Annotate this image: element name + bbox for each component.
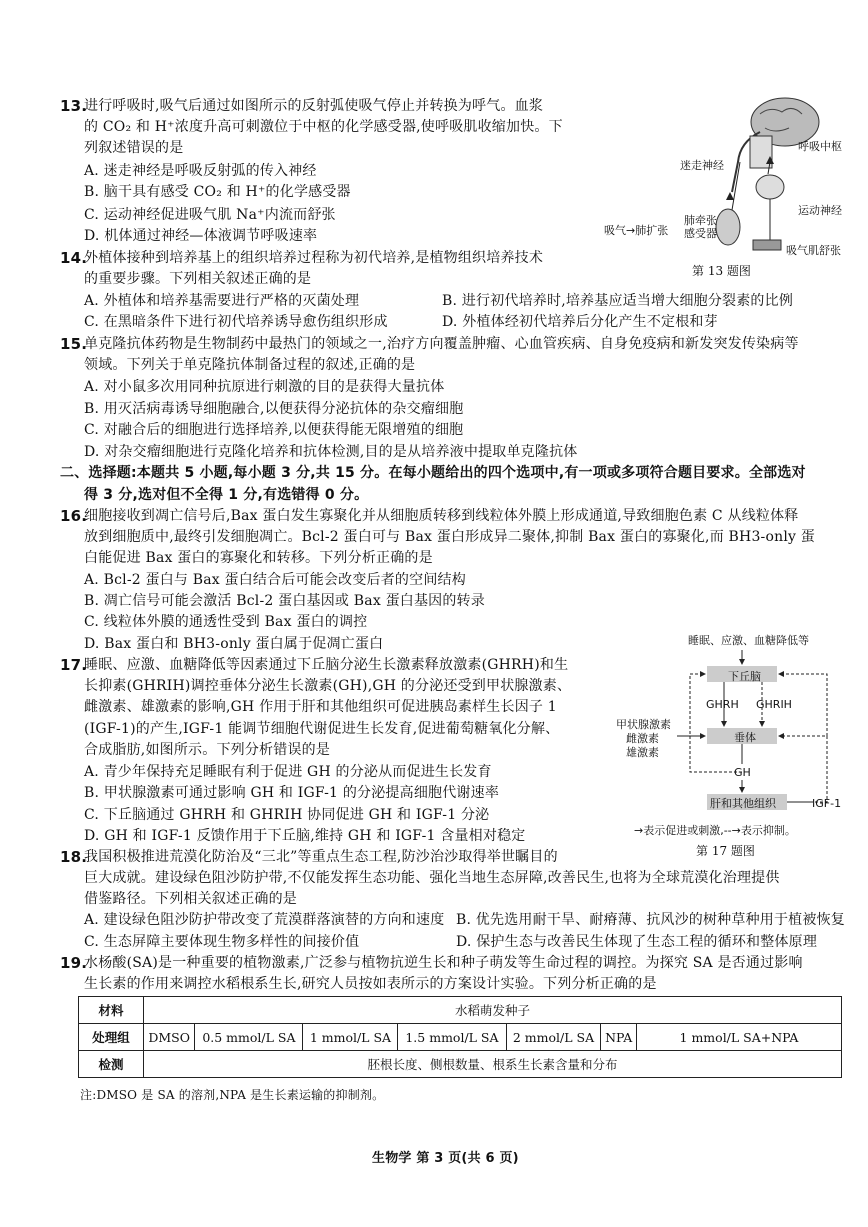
q16-number: 16. <box>60 507 88 525</box>
q13-label-receptor: 肺牵张感受器 <box>684 214 717 240</box>
q17-fig-pituitary: 垂体 <box>734 731 756 744</box>
page-footer: 生物学 第 3 页(共 6 页) <box>372 1151 519 1166</box>
q13-label-vagus: 迷走神经 <box>680 159 724 172</box>
q18-number: 18. <box>60 848 88 866</box>
q17-option-c: C. 下丘脑通过 GHRH 和 GHRIH 协同促进 GH 和 IGF-1 分泌 <box>84 807 490 823</box>
q13-label-motor: 运动神经 <box>798 204 842 217</box>
q17-fig-hypothalamus: 下丘脑 <box>728 670 761 683</box>
q17-option-b: B. 甲状腺激素可通过影响 GH 和 IGF-1 的分泌提高细胞代谢速率 <box>84 785 500 801</box>
q19-stem-line2: 生长素的作用来调控水稻根系生长,研究人员按如表所示的方案设计实验。下列分析正确的是 <box>84 976 657 992</box>
q13-option-a: A. 迷走神经是呼吸反射弧的传入神经 <box>84 163 317 179</box>
q13-stem-line1: 进行呼吸时,吸气后通过如图所示的反射弧使吸气停止并转换为呼气。血浆 <box>84 98 544 114</box>
q17-fig-igf: IGF-1 <box>812 797 842 810</box>
table-cell-detect-head: 检测 <box>79 1051 144 1078</box>
q16-stem-line1: 细胞接收到凋亡信号后,Bax 蛋白发生寡聚化并从细胞质转移到线粒体外膜上形成通道,导致细胞色素 C 从线粒体释 <box>84 508 799 524</box>
q17-option-d: D. GH 和 IGF-1 反馈作用于下丘脑,维持 GH 和 IGF-1 含量相对稳定 <box>84 828 526 844</box>
q16-option-d: D. Bax 蛋白和 BH3-only 蛋白属于促凋亡蛋白 <box>84 636 384 652</box>
q17-fig-liver: 肝和其他组织 <box>710 797 776 810</box>
q14-option-b: B. 进行初代培养时,培养基应适当增大细胞分裂素的比例 <box>442 293 794 309</box>
q17-fig-thyroid: 甲状腺激素 <box>616 718 671 731</box>
q14-number: 14. <box>60 249 88 267</box>
q17-fig-androgen: 雄激素 <box>626 746 659 759</box>
q17-stem-line2: 长抑素(GHRIH)调控垂体分泌生长激素(GH),GH 的分泌还受到甲状腺激素、 <box>84 678 572 694</box>
table-cell-group: NPA <box>601 1024 637 1051</box>
q15-stem-line2: 领域。下列关于单克隆抗体制备过程的叙述,正确的是 <box>84 357 416 373</box>
q18-stem-line1: 我国积极推进荒漠化防治及“三北”等重点生态工程,防沙治沙取得举世瞩目的 <box>84 849 558 865</box>
q16-option-a: A. Bcl-2 蛋白与 Bax 蛋白结合后可能会改变后者的空间结构 <box>84 572 466 588</box>
q15-stem-line1: 单克隆抗体药物是生物制药中最热门的领域之一,治疗方向覆盖肿瘤、心血管疾病、自身免疫病和新发突发传染病等 <box>84 336 799 352</box>
q18-option-d: D. 保护生态与改善民生体现了生态工程的循环和整体原理 <box>456 934 818 950</box>
q15-option-b: B. 用灭活病毒诱导细胞融合,以便获得分泌抗体的杂交瘤细胞 <box>84 401 464 417</box>
table-cell-detect-value: 胚根长度、侧根数量、根系生长素含量和分布 <box>144 1051 842 1078</box>
table-row <box>79 1024 842 1051</box>
q13-figure-caption: 第 13 题图 <box>692 264 751 278</box>
section2-heading-line2: 得 3 分,选对但不全得 1 分,有选错得 0 分。 <box>84 487 369 503</box>
q14-option-a: A. 外植体和培养基需要进行严格的灭菌处理 <box>84 293 360 309</box>
q15-option-d: D. 对杂交瘤细胞进行克隆化培养和抗体检测,目的是从培养液中提取单克隆抗体 <box>84 444 578 460</box>
q16-stem-line3: 白能促进 Bax 蛋白的寡聚化和转移。下列分析正确的是 <box>84 550 433 566</box>
table-row <box>79 997 842 1024</box>
q18-option-b: B. 优先选用耐干旱、耐瘠薄、抗风沙的树种草种用于植被恢复 <box>456 912 845 928</box>
q18-stem-line2: 巨大成就。建设绿色阻沙防护带,不仅能发挥生态功能、强化当地生态屏障,改善民生,也将为全球荒漠化治理提供 <box>84 870 780 886</box>
q17-fig-ghrh: GHRH <box>706 698 739 711</box>
table-cell-group: 1 mmol/L SA+NPA <box>637 1024 842 1051</box>
q17-fig-top-factors: 睡眠、应激、血糖降低等 <box>688 634 809 647</box>
table-cell-group: 1 mmol/L SA <box>303 1024 398 1051</box>
q15-option-a: A. 对小鼠多次用同种抗原进行刺激的目的是获得大量抗体 <box>84 379 445 395</box>
table-cell-material-head: 材料 <box>79 997 144 1024</box>
q13-stem-line2: 的 CO₂ 和 H⁺浓度升高可刺激位于中枢的化学感受器,使呼吸肌收缩加快。下 <box>84 119 563 135</box>
q16-option-b: B. 凋亡信号可能会激活 Bcl-2 蛋白基因或 Bax 蛋白基因的转录 <box>84 593 485 609</box>
section2-heading-line1: 二、选择题:本题共 5 小题,每小题 3 分,共 15 分。在每小题给出的四个选项中,有一项或多项符合题目要求。全部选对 <box>60 465 806 481</box>
q18-option-c: C. 生态屏障主要体现生物多样性的间接价值 <box>84 934 360 950</box>
q14-stem-line1: 外植体接种到培养基上的组织培养过程称为初代培养,是植物组织培养技术 <box>84 250 544 266</box>
q13-label-muscle: 吸气肌舒张 <box>786 244 841 257</box>
q14-option-d: D. 外植体经初代培养后分化产生不定根和芽 <box>442 314 718 330</box>
table-row <box>79 1051 842 1078</box>
q19-note: 注:DMSO 是 SA 的溶剂,NPA 是生长素运输的抑制剂。 <box>80 1088 385 1102</box>
q17-fig-ghrih: GHRIH <box>756 698 792 711</box>
q13-number: 13. <box>60 97 88 115</box>
q15-number: 15. <box>60 335 88 353</box>
q17-fig-estrogen: 雌激素 <box>626 732 659 745</box>
q13-label-inhale: 吸气→肺扩张 <box>604 224 669 237</box>
table-cell-material-value: 水稻萌发种子 <box>144 997 842 1024</box>
q17-option-a: A. 青少年保持充足睡眠有利于促进 GH 的分泌从而促进生长发育 <box>84 764 492 780</box>
q17-stem-line3: 雌激素、雄激素的影响,GH 作用于肝和其他组织可促进胰岛素样生长因子 1 <box>84 699 557 715</box>
table-cell-group-head: 处理组 <box>79 1024 144 1051</box>
q13-stem-line3: 列叙述错误的是 <box>84 140 184 156</box>
q19-number: 19. <box>60 954 88 972</box>
q18-option-a: A. 建设绿色阻沙防护带改变了荒漠群落演替的方向和速度 <box>84 912 445 928</box>
q17-stem-line5: 合成脂肪,如图所示。下列分析错误的是 <box>84 742 331 758</box>
q13-option-d: D. 机体通过神经—体液调节呼吸速率 <box>84 228 318 244</box>
q17-stem-line4: (IGF-1)的产生,IGF-1 能调节细胞代谢促进生长发育,促进葡萄糖氧化分解、 <box>84 721 560 737</box>
q16-stem-line2: 放到细胞质中,最终引发细胞凋亡。Bcl-2 蛋白可与 Bax 蛋白形成异二聚体,抑制 Bax 蛋白的寡聚化,而 BH3-only 蛋 <box>84 529 815 545</box>
q19-stem-line1: 水杨酸(SA)是一种重要的植物激素,广泛参与植物抗逆生长和种子萌发等生命过程的调控。为探究 SA 是否通过影响 <box>84 955 803 971</box>
q15-option-c: C. 对融合后的细胞进行选择培养,以便获得能无限增殖的细胞 <box>84 422 464 438</box>
q17-stem-line1: 睡眠、应激、血糖降低等因素通过下丘脑分泌生长激素释放激素(GHRH)和生 <box>84 657 569 673</box>
q13-option-c: C. 运动神经促进吸气肌 Na⁺内流而舒张 <box>84 207 336 223</box>
q19-experiment-table <box>78 996 842 1078</box>
q14-option-c: C. 在黑暗条件下进行初代培养诱导愈伤组织形成 <box>84 314 388 330</box>
q18-stem-line3: 借鉴路径。下列相关叙述正确的是 <box>84 891 297 907</box>
q14-stem-line2: 的重要步骤。下列相关叙述正确的是 <box>84 271 312 287</box>
q17-fig-legend: →表示促进或刺激,--→表示抑制。 <box>634 824 796 837</box>
q13-label-center: 呼吸中枢 <box>798 140 842 153</box>
table-cell-group: DMSO <box>144 1024 195 1051</box>
q17-number: 17. <box>60 656 88 674</box>
q17-figure-caption: 第 17 题图 <box>696 844 755 858</box>
q16-option-c: C. 线粒体外膜的通透性受到 Bax 蛋白的调控 <box>84 614 368 630</box>
q13-option-b: B. 脑干具有感受 CO₂ 和 H⁺的化学感受器 <box>84 184 351 200</box>
table-cell-group: 0.5 mmol/L SA <box>195 1024 303 1051</box>
q17-fig-gh: GH <box>734 766 751 779</box>
table-cell-group: 1.5 mmol/L SA <box>398 1024 506 1051</box>
table-cell-group: 2 mmol/L SA <box>506 1024 601 1051</box>
